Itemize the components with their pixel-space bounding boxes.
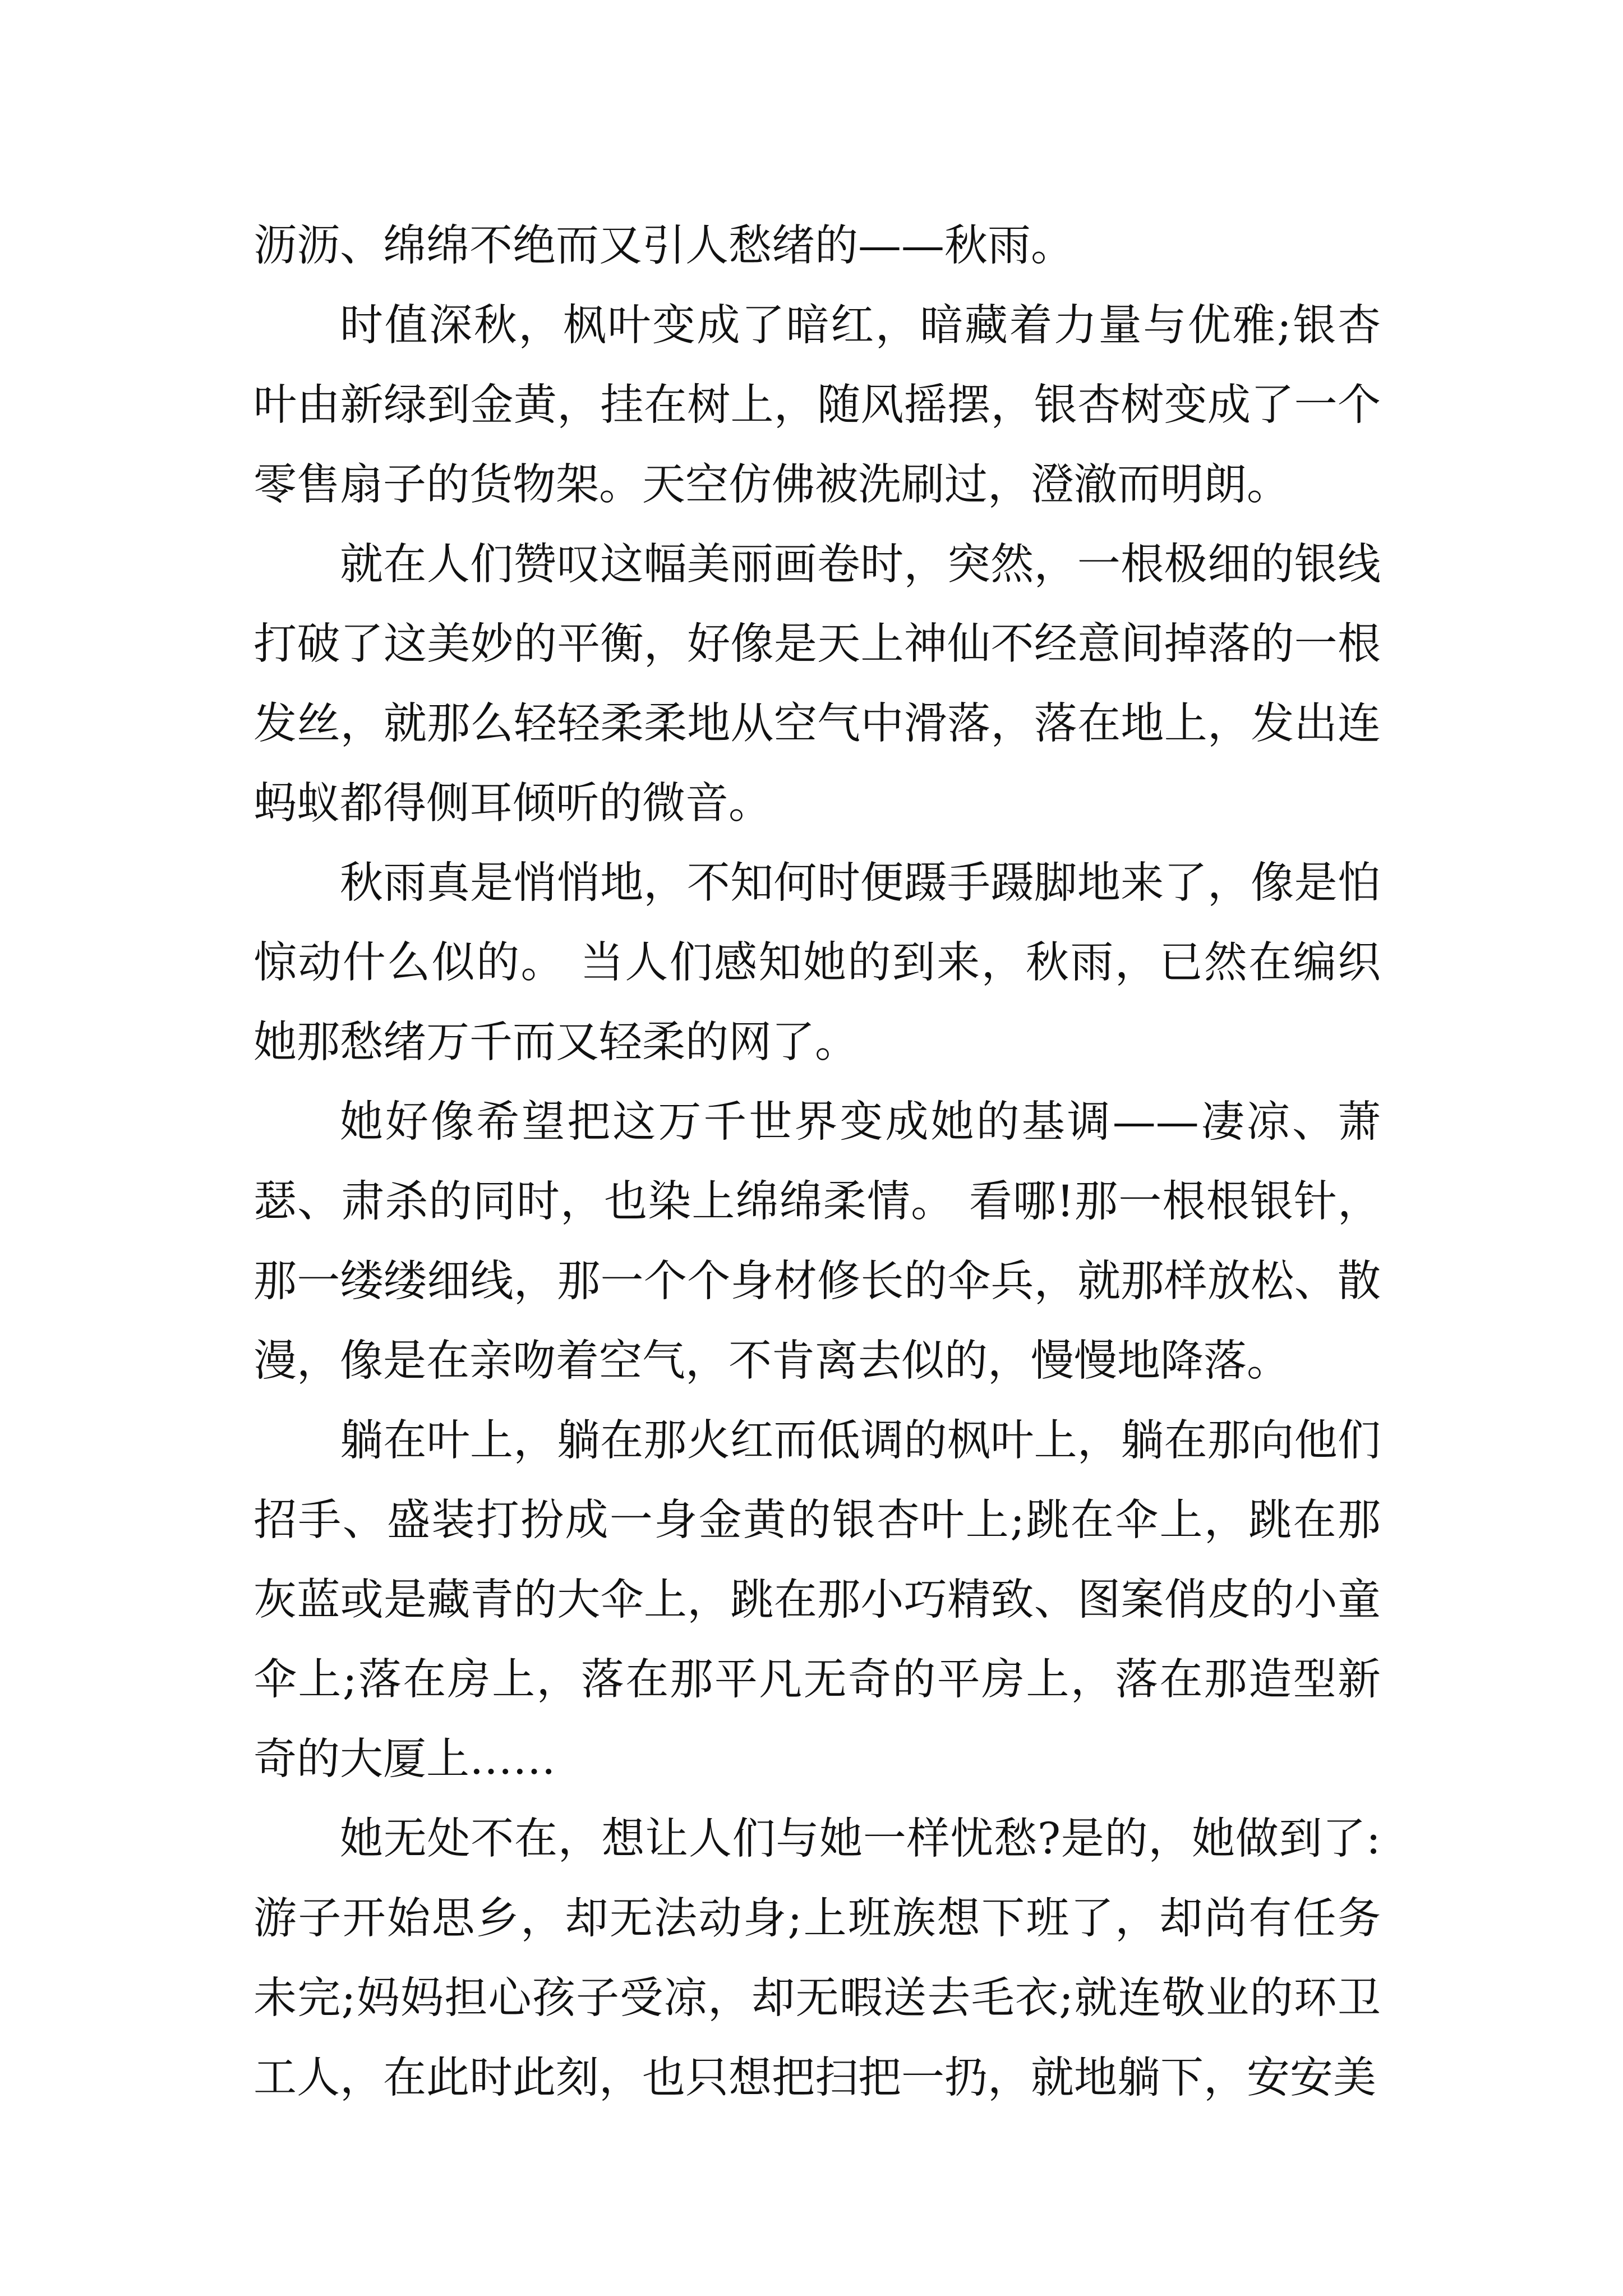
- paragraph-3: 秋雨真是悄悄地，不知何时便蹑手蹑脚地来了，像是怕惊动什么似的。 当人们感知她的到来，秋雨，已然在编织她那愁绪万千而又轻柔的网了。: [253, 858, 1381, 1068]
- paragraph-0: 沥沥、绵绵不绝而又引人愁绪的——秋雨。: [253, 221, 1074, 271]
- paragraph-2: 就在人们赞叹这幅美丽画卷时，突然，一根极细的银线打破了这美妙的平衡，好像是天上神仙不经意间掉落的一根发丝，就那么轻轻柔柔地从空气中滑落，落在地上，发出连蚂蚁都得侧耳倾听的微音。: [253, 540, 1381, 829]
- essay-body: [253, 206, 1381, 2118]
- paragraph-4: 她好像希望把这万千世界变成她的基调——凄凉、萧瑟、肃杀的同时，也染上绵绵柔情。 看哪!那一根根银针，那一缕缕细线，那一个个身材修长的伞兵，就那样放松、散漫，像是在亲吻着空气，不肯离去似的，慢慢地降落。: [253, 1097, 1381, 1386]
- paragraph-1: 时值深秋，枫叶变成了暗红，暗藏着力量与优雅;银杏叶由新绿到金黄，挂在树上，随风摇摆，银杏树变成了一个零售扇子的货物架。天空仿佛被洗刷过，澄澈而明朗。: [253, 301, 1381, 510]
- paragraph-5: 躺在叶上，躺在那火红而低调的枫叶上，躺在那向他们招手、盛装打扮成一身金黄的银杏叶上;跳在伞上，跳在那灰蓝或是藏青的大伞上，跳在那小巧精致、图案俏皮的小童伞上;落在房上，落在那平凡无奇的平房上，落在那造型新奇的大厦上……: [253, 1416, 1381, 1784]
- paragraph-6: 她无处不在，想让人们与她一样忧愁?是的，她做到了:游子开始思乡，却无法动身;上班族想下班了，却尚有任务未完;妈妈担心孩子受凉，却无暇送去毛衣;就连敬业的环卫工人，在此时此刻，也只想把扫把一扔，就地躺下，安安美: [253, 1814, 1381, 2103]
